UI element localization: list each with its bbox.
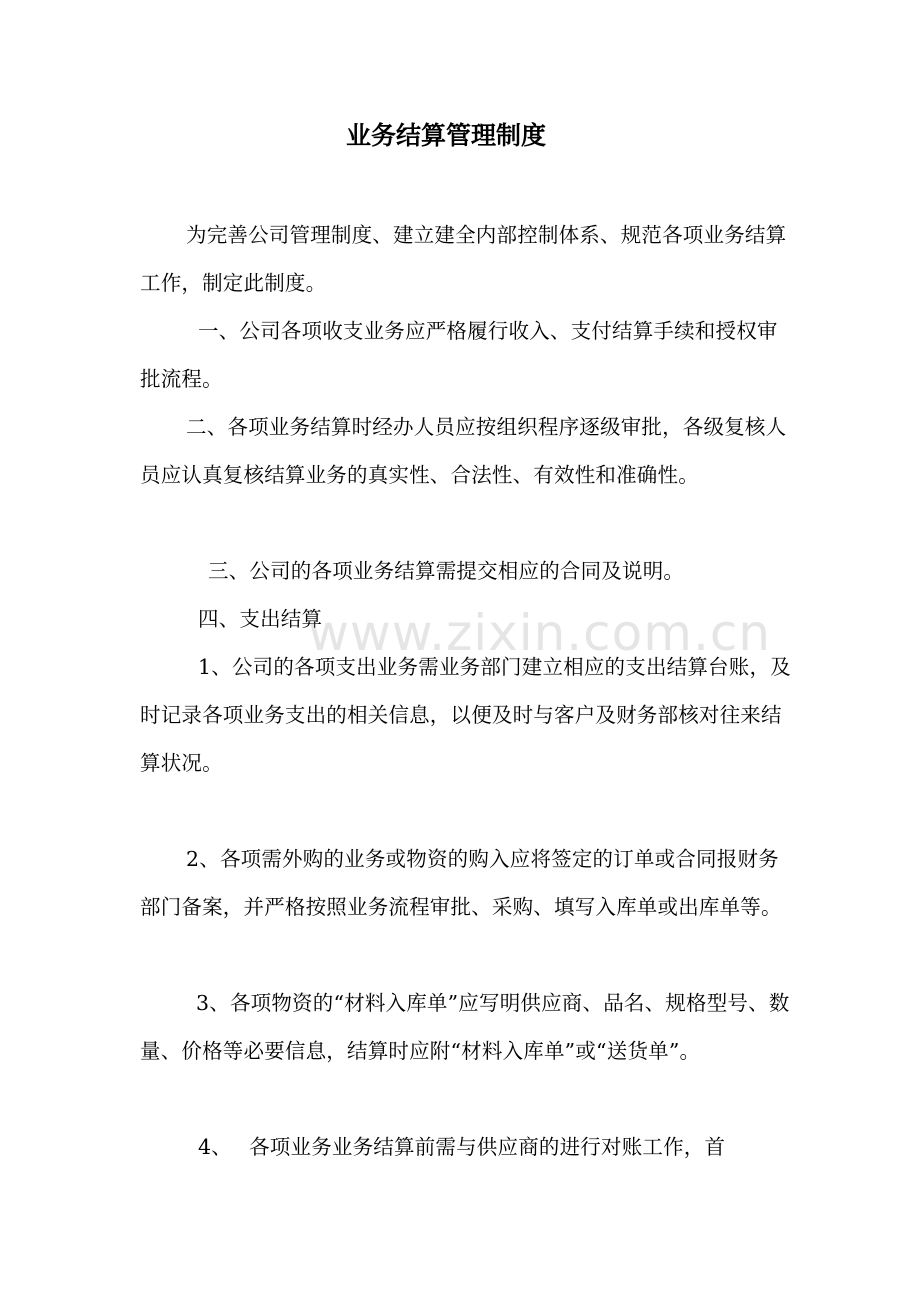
watermark: www.zixin.com.cn bbox=[308, 604, 772, 662]
document-title: 业务结算管理制度 bbox=[345, 121, 546, 150]
paragraph-clause-2: 二、各项业务结算时经办人员应按组织程序逐级审批，各级复核人员应认真复核结算业务的真实性、合法性、有效性和准确性。 bbox=[140, 415, 787, 487]
paragraph-item-1: 1、公司的各项支出业务需业务部门建立相应的支出结算台账，及时记录各项业务支出的相关信息，以便及时与客户及财务部核对往来结算状况。 bbox=[140, 655, 791, 775]
paragraph-item-4: 4、 各项业务业务结算前需与供应商的进行对账工作，首 bbox=[198, 1135, 726, 1159]
paragraph-clause-3: 三、公司的各项业务结算需提交相应的合同及说明。 bbox=[208, 559, 685, 583]
paragraph-intro: 为完善公司管理制度、建立建全内部控制体系、规范各项业务结算工作，制定此制度。 bbox=[140, 223, 787, 295]
paragraph-clause-4-heading: 四、支出结算 bbox=[198, 607, 323, 631]
paragraph-item-2: 2、各项需外购的业务或物资的购入应将签定的订单或合同报财务部门备案，并严格按照业务流程审批、采购、填写入库单或出库单等。 bbox=[140, 847, 782, 919]
paragraph-clause-1: 一、公司各项收支业务应严格履行收入、支付结算手续和授权审批流程。 bbox=[140, 319, 778, 391]
paragraph-item-3: 3、各项物资的“材料入库单”应写明供应商、品名、规格型号、数量、价格等必要信息，结算时应附“材料入库单”或“送货单”。 bbox=[140, 991, 790, 1063]
